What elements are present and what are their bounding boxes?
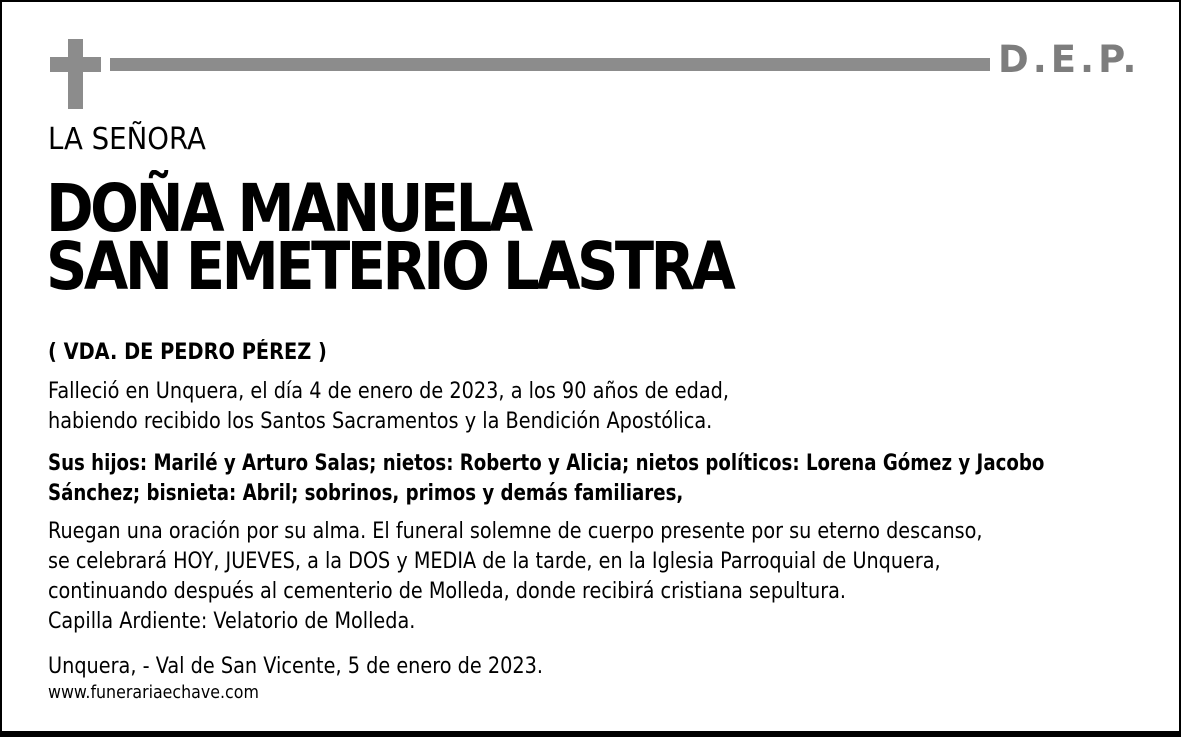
website-link[interactable]: www.funerariaechave.com — [48, 682, 259, 703]
service-line: Ruegan una oración por su alma. El funeral solemne de cuerpo presente por su eterno descanso, — [48, 519, 983, 544]
deceased-name-line1: DOÑA MANUELA — [46, 170, 530, 247]
service-line: continuando después al cementerio de Molleda, donde recibirá cristiana sepultura. — [48, 579, 846, 604]
death-line: habiendo recibido los Santos Sacramentos y la Bendición Apostólica. — [48, 409, 713, 434]
dep-label: D.E.P. — [998, 38, 1141, 81]
service-line: Capilla Ardiente: Velatorio de Molleda. — [48, 609, 416, 634]
family-line: Sánchez; bisnieta: Abril; sobrinos, primos y demás familiares, — [48, 481, 684, 506]
place-date: Unquera, - Val de San Vicente, 5 de enero de 2023. — [48, 654, 544, 679]
death-paragraph — [48, 377, 729, 437]
family-line: Sus hijos: Marilé y Arturo Salas; nietos: Roberto y Alicia; nietos políticos: Lorena Gómez y Jacobo — [48, 451, 1045, 476]
family-paragraph — [48, 449, 1044, 509]
service-line: se celebrará HOY, JUEVES, a la DOS y MEDIA de la tarde, en la Iglesia Parroquial de Unquera, — [48, 549, 941, 574]
cross-icon-arm — [50, 57, 101, 72]
widow-of: ( VDA. DE PEDRO PÉREZ ) — [48, 340, 327, 365]
header-rule — [110, 58, 990, 71]
death-line: Falleció en Unquera, el día 4 de enero de 2023, a los 90 años de edad, — [48, 379, 730, 404]
honorific: LA SEÑORA — [48, 122, 206, 157]
service-paragraph — [48, 517, 982, 637]
cross-icon — [68, 39, 83, 109]
deceased-name-line2: SAN EMETERIO LASTRA — [46, 228, 733, 305]
